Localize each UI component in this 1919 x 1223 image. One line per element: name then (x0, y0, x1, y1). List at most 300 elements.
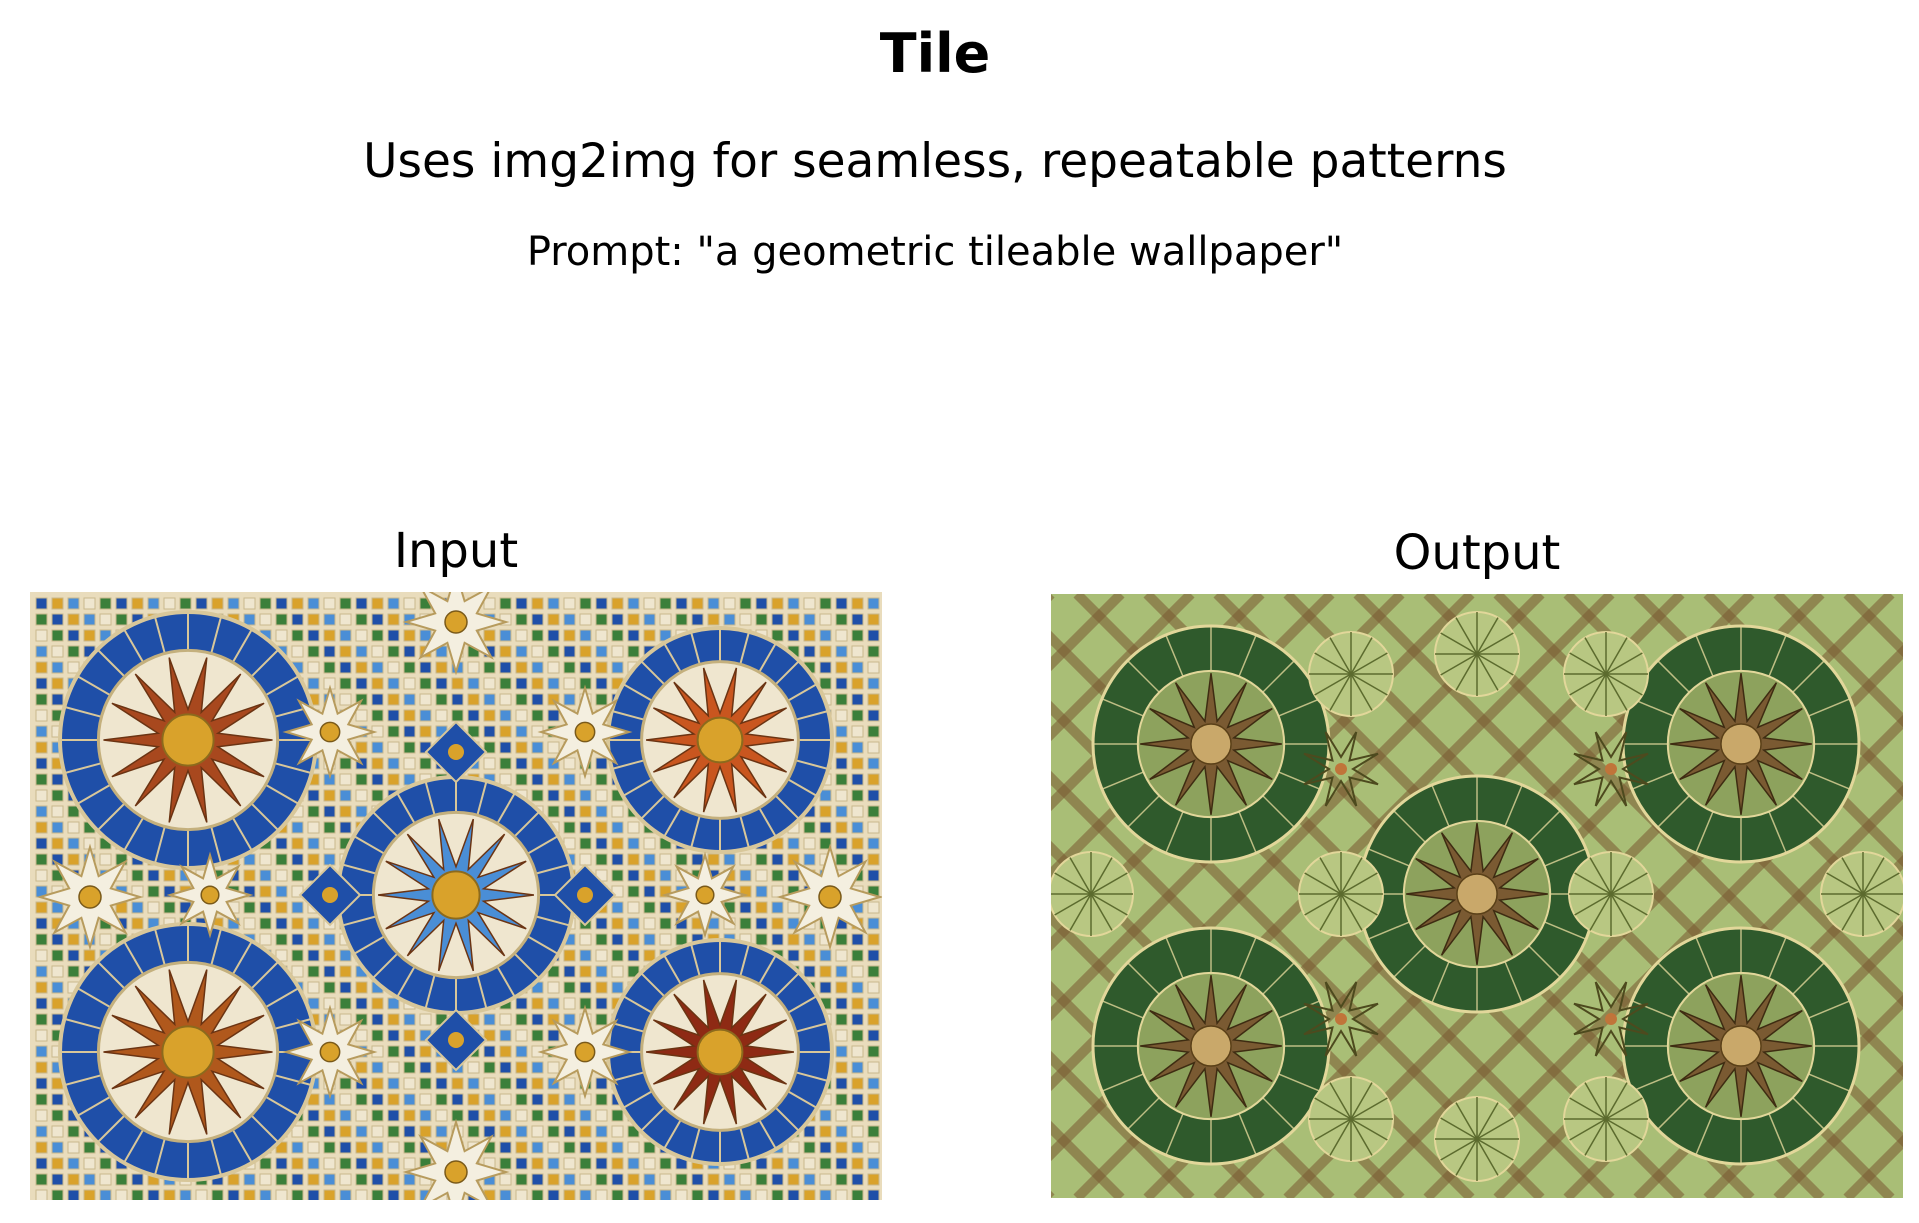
mosaic-tessera (532, 1174, 543, 1185)
mosaic-tessera (276, 1190, 287, 1200)
mosaic-tessera (644, 1190, 655, 1200)
mosaic-tessera (772, 1158, 783, 1169)
mosaic-tessera (580, 790, 591, 801)
mosaic-tessera (452, 1094, 463, 1105)
mosaic-tessera (324, 1174, 335, 1185)
mosaic-tessera (836, 630, 847, 641)
mosaic-tessera (628, 1174, 639, 1185)
mosaic-tessera (324, 790, 335, 801)
mosaic-tessera (116, 1174, 127, 1185)
mosaic-tessera (52, 1174, 63, 1185)
mosaic-tessera (484, 1046, 495, 1057)
mosaic-tessera (580, 614, 591, 625)
mosaic-tessera (36, 902, 47, 913)
mosaic-tessera (196, 598, 207, 609)
mosaic-tessera (372, 790, 383, 801)
mosaic-tessera (196, 1190, 207, 1200)
mosaic-tessera (36, 1030, 47, 1041)
mosaic-tessera (852, 598, 863, 609)
mosaic-tessera (340, 790, 351, 801)
mosaic-tessera (676, 1174, 687, 1185)
mosaic-tessera (836, 1190, 847, 1200)
mosaic-tessera (548, 982, 559, 993)
mosaic-tessera (356, 662, 367, 673)
mosaic-tessera (324, 662, 335, 673)
mosaic-tessera (308, 1110, 319, 1121)
mosaic-tessera (420, 726, 431, 737)
mosaic-tessera (820, 614, 831, 625)
mosaic-tessera (36, 598, 47, 609)
mosaic-tessera (532, 1078, 543, 1089)
mosaic-tessera (820, 1142, 831, 1153)
mosaic-tessera (548, 806, 559, 817)
mosaic-tessera (308, 1142, 319, 1153)
mosaic-tessera (868, 934, 879, 945)
mosaic-tessera (852, 710, 863, 721)
mosaic-tessera (420, 1110, 431, 1121)
mosaic-tessera (308, 1158, 319, 1169)
mosaic-tessera (52, 1094, 63, 1105)
mosaic-tessera (532, 1158, 543, 1169)
mosaic-tessera (868, 790, 879, 801)
mosaic-tessera (820, 1110, 831, 1121)
mosaic-tessera (308, 806, 319, 817)
mosaic-tessera (500, 1030, 511, 1041)
mosaic-tessera (276, 598, 287, 609)
mosaic-tessera (868, 694, 879, 705)
tile-star-dot (1335, 763, 1347, 775)
mosaic-tessera (644, 1158, 655, 1169)
mosaic-tessera (164, 870, 175, 881)
mosaic-tessera (868, 1062, 879, 1073)
mosaic-tessera (836, 758, 847, 769)
mosaic-tessera (292, 838, 303, 849)
mosaic-tessera (372, 1030, 383, 1041)
mosaic-tessera (596, 1126, 607, 1137)
mosaic-tessera (516, 1110, 527, 1121)
mosaic-tessera (772, 614, 783, 625)
mosaic-tessera (292, 1142, 303, 1153)
mosaic-tessera (836, 710, 847, 721)
mosaic-tessera (772, 1190, 783, 1200)
input-image (30, 592, 882, 1200)
mosaic-tessera (324, 1190, 335, 1200)
mosaic-tessera (580, 838, 591, 849)
mosaic-tessera (244, 598, 255, 609)
mosaic-tessera (548, 614, 559, 625)
mosaic-tessera (404, 1078, 415, 1089)
mosaic-tessera (36, 710, 47, 721)
mosaic-tessera (548, 646, 559, 657)
mosaic-tessera (36, 1142, 47, 1153)
mosaic-tessera (36, 934, 47, 945)
mosaic-tessera (852, 998, 863, 1009)
figure-subtitle: Uses img2img for seamless, repeatable patterns (363, 134, 1507, 189)
mosaic-tessera (308, 614, 319, 625)
mosaic-tessera (820, 678, 831, 689)
mosaic-tessera (612, 854, 623, 865)
mosaic-tessera (404, 598, 415, 609)
mosaic-tessera (132, 1174, 143, 1185)
mosaic-tessera (532, 1062, 543, 1073)
mosaic-tessera (596, 950, 607, 961)
mosaic-tessera (628, 950, 639, 961)
mosaic-tessera (612, 1174, 623, 1185)
mosaic-tessera (868, 758, 879, 769)
mosaic-tessera (772, 934, 783, 945)
mosaic-tessera (596, 1174, 607, 1185)
mosaic-tessera (868, 1014, 879, 1025)
mosaic-tessera (564, 966, 575, 977)
mosaic-tessera (420, 1046, 431, 1057)
mosaic-tessera (500, 1174, 511, 1185)
mosaic-tessera (596, 790, 607, 801)
mosaic-tessera (836, 950, 847, 961)
mosaic-tessera (676, 854, 687, 865)
mosaic-tessera (388, 1142, 399, 1153)
mosaic-tessera (324, 806, 335, 817)
mosaic-tessera (340, 678, 351, 689)
mosaic-tessera (852, 1078, 863, 1089)
mosaic-tessera (420, 1062, 431, 1073)
mosaic-tessera (340, 1110, 351, 1121)
mosaic-tessera (596, 1110, 607, 1121)
mosaic-tessera (612, 614, 623, 625)
mosaic-tessera (36, 1094, 47, 1105)
mosaic-tessera (644, 614, 655, 625)
mosaic-tessera (516, 710, 527, 721)
mosaic-tessera (628, 918, 639, 929)
mosaic-tessera (628, 1158, 639, 1169)
mosaic-tessera (836, 1030, 847, 1041)
mosaic-tessera (772, 886, 783, 897)
mosaic-tessera (484, 1094, 495, 1105)
mosaic-tessera (324, 646, 335, 657)
mosaic-tessera (836, 742, 847, 753)
mosaic-tessera (308, 598, 319, 609)
mosaic-tessera (644, 870, 655, 881)
mosaic-tessera (260, 918, 271, 929)
mosaic-tessera (372, 598, 383, 609)
figure-title: Tile (879, 22, 991, 85)
mosaic-tessera (612, 630, 623, 641)
mosaic-tessera (308, 678, 319, 689)
mosaic-tessera (372, 1158, 383, 1169)
mosaic-tessera (372, 1142, 383, 1153)
mosaic-tessera (612, 1158, 623, 1169)
mosaic-tessera (68, 854, 79, 865)
mosaic-tessera (612, 966, 623, 977)
mosaic-tessera (500, 1094, 511, 1105)
mosaic-tessera (772, 918, 783, 929)
mosaic-tessera (596, 630, 607, 641)
mosaic-tessera (52, 614, 63, 625)
tile-center (1191, 724, 1231, 764)
mosaic-tessera (356, 1062, 367, 1073)
mosaic-tessera (548, 790, 559, 801)
mosaic-tessera (132, 902, 143, 913)
mosaic-tessera (36, 950, 47, 961)
mosaic-tessera (388, 1062, 399, 1073)
mosaic-tessera (756, 934, 767, 945)
mosaic-tessera (436, 1078, 447, 1089)
mosaic-tessera (292, 598, 303, 609)
mosaic-tessera (724, 598, 735, 609)
mosaic-tessera (564, 598, 575, 609)
mosaic-tessera (180, 1190, 191, 1200)
mosaic-tessera (596, 1158, 607, 1169)
mosaic-tessera (324, 614, 335, 625)
mosaic-tessera (148, 1190, 159, 1200)
mosaic-tessera (836, 838, 847, 849)
mosaic-tessera (468, 694, 479, 705)
mosaic-tessera (596, 1094, 607, 1105)
mosaic-tessera (340, 982, 351, 993)
mosaic-tessera (404, 726, 415, 737)
mosaic-tessera (388, 646, 399, 657)
mosaic-tessera (708, 614, 719, 625)
mosaic-tessera (740, 854, 751, 865)
mosaic-tessera (388, 726, 399, 737)
mosaic-tessera (340, 1158, 351, 1169)
mosaic-tessera (372, 1174, 383, 1185)
mosaic-tessera (484, 678, 495, 689)
mosaic-tessera (596, 998, 607, 1009)
mosaic-tessera (420, 710, 431, 721)
mosaic-tessera (564, 630, 575, 641)
mosaic-tessera (372, 662, 383, 673)
mosaic-tessera (788, 630, 799, 641)
mosaic-tessera (356, 646, 367, 657)
mosaic-tessera (100, 934, 111, 945)
mosaic-tessera (500, 1190, 511, 1200)
mosaic-tessera (516, 1046, 527, 1057)
mosaic-tessera (596, 678, 607, 689)
mosaic-tessera (852, 758, 863, 769)
flower-center (575, 722, 594, 741)
mosaic-tessera (868, 870, 879, 881)
mosaic-tessera (484, 1014, 495, 1025)
mosaic-tessera (84, 598, 95, 609)
mosaic-tessera (68, 598, 79, 609)
mosaic-tessera (532, 694, 543, 705)
mosaic-tessera (388, 1110, 399, 1121)
mosaic-tessera (36, 1158, 47, 1169)
mosaic-tessera (596, 822, 607, 833)
mosaic-tessera (372, 998, 383, 1009)
mosaic-tessera (740, 918, 751, 929)
mosaic-tessera (420, 694, 431, 705)
mosaic-tessera (308, 950, 319, 961)
mosaic-tessera (340, 1190, 351, 1200)
mosaic-tessera (612, 934, 623, 945)
mosaic-tessera (628, 934, 639, 945)
mosaic-tessera (740, 1174, 751, 1185)
mosaic-tessera (36, 918, 47, 929)
mosaic-tessera (868, 630, 879, 641)
mosaic-tessera (164, 1190, 175, 1200)
mosaic-tessera (868, 982, 879, 993)
mosaic-tessera (356, 806, 367, 817)
mosaic-tessera (868, 806, 879, 817)
mosaic-tessera (308, 662, 319, 673)
mosaic-tessera (724, 1190, 735, 1200)
mosaic-tessera (820, 950, 831, 961)
mosaic-tessera (164, 598, 175, 609)
mosaic-tessera (820, 822, 831, 833)
mosaic-tessera (372, 678, 383, 689)
mosaic-tessera (724, 854, 735, 865)
mosaic-tessera (564, 1126, 575, 1137)
mosaic-tessera (516, 1062, 527, 1073)
mosaic-tessera (516, 662, 527, 673)
mosaic-tessera (276, 1174, 287, 1185)
mosaic-tessera (836, 614, 847, 625)
mosaic-tessera (404, 1174, 415, 1185)
mosaic-tessera (868, 1142, 879, 1153)
mosaic-tessera (660, 1190, 671, 1200)
mosaic-tessera (548, 1142, 559, 1153)
mosaic-tessera (724, 614, 735, 625)
mosaic-tessera (52, 934, 63, 945)
mosaic-tessera (244, 1190, 255, 1200)
mosaic-tessera (324, 934, 335, 945)
mosaic-tessera (580, 598, 591, 609)
mosaic-tessera (836, 678, 847, 689)
mosaic-tessera (308, 790, 319, 801)
mosaic-tessera (372, 694, 383, 705)
mosaic-tessera (36, 998, 47, 1009)
mosaic-tessera (820, 806, 831, 817)
mosaic-tessera (868, 742, 879, 753)
mosaic-tessera (420, 662, 431, 673)
mosaic-tessera (500, 742, 511, 753)
mosaic-tessera (548, 598, 559, 609)
mosaic-tessera (372, 1110, 383, 1121)
mosaic-tessera (356, 998, 367, 1009)
mosaic-tessera (116, 614, 127, 625)
mosaic-tessera (484, 630, 495, 641)
mosaic-tessera (612, 1190, 623, 1200)
diamond-dot (577, 887, 593, 903)
mosaic-tessera (868, 838, 879, 849)
mosaic-tessera (628, 1142, 639, 1153)
mosaic-tessera (308, 1190, 319, 1200)
mosaic-tessera (852, 822, 863, 833)
mosaic-tessera (468, 678, 479, 689)
mosaic-tessera (36, 982, 47, 993)
mosaic-tessera (436, 1110, 447, 1121)
mosaic-tessera (644, 902, 655, 913)
mosaic-tessera (148, 886, 159, 897)
mosaic-tessera (404, 1142, 415, 1153)
mosaic-tessera (324, 950, 335, 961)
mosaic-tessera (388, 758, 399, 769)
mosaic-tessera (308, 646, 319, 657)
mosaic-tessera (820, 598, 831, 609)
mosaic-tessera (852, 1174, 863, 1185)
mosaic-tessera (340, 1078, 351, 1089)
mosaic-tessera (564, 806, 575, 817)
mosaic-tessera (836, 1014, 847, 1025)
mosaic-tessera (372, 1126, 383, 1137)
mosaic-tessera (404, 710, 415, 721)
mosaic-tessera (596, 598, 607, 609)
mosaic-tessera (772, 630, 783, 641)
mosaic-tessera (388, 678, 399, 689)
mosaic-tessera (564, 1174, 575, 1185)
mosaic-tessera (868, 614, 879, 625)
mosaic-tessera (324, 598, 335, 609)
mosaic-tessera (548, 662, 559, 673)
medallion-center (698, 718, 743, 763)
mosaic-tessera (484, 662, 495, 673)
tile-star-dot (1605, 1013, 1617, 1025)
mosaic-tessera (852, 1094, 863, 1105)
mosaic-tessera (596, 1078, 607, 1089)
mosaic-tessera (308, 918, 319, 929)
mosaic-tessera (36, 1174, 47, 1185)
mosaic-tessera (564, 822, 575, 833)
mosaic-tessera (36, 854, 47, 865)
mosaic-tessera (292, 918, 303, 929)
mosaic-tessera (852, 1014, 863, 1025)
mosaic-tessera (356, 1110, 367, 1121)
mosaic-tessera (820, 790, 831, 801)
mosaic-tessera (852, 966, 863, 977)
mosaic-tessera (788, 598, 799, 609)
mosaic-tessera (356, 630, 367, 641)
mosaic-tessera (388, 598, 399, 609)
mosaic-tessera (324, 1142, 335, 1153)
mosaic-tessera (484, 1126, 495, 1137)
mosaic-tessera (628, 1190, 639, 1200)
mosaic-tessera (404, 742, 415, 753)
mosaic-tessera (612, 662, 623, 673)
mosaic-tessera (580, 950, 591, 961)
mosaic-tessera (324, 822, 335, 833)
mosaic-tessera (660, 902, 671, 913)
mosaic-tessera (852, 1190, 863, 1200)
mosaic-tessera (340, 1142, 351, 1153)
mosaic-tessera (852, 742, 863, 753)
mosaic-tessera (292, 870, 303, 881)
mosaic-tessera (388, 1094, 399, 1105)
mosaic-tessera (676, 934, 687, 945)
mosaic-tessera (36, 1046, 47, 1057)
mosaic-tessera (500, 758, 511, 769)
mosaic-tessera (100, 614, 111, 625)
mosaic-tessera (52, 998, 63, 1009)
mosaic-tessera (628, 614, 639, 625)
mosaic-tessera (868, 774, 879, 785)
mosaic-tessera (340, 630, 351, 641)
mosaic-tessera (484, 758, 495, 769)
mosaic-tessera (404, 1046, 415, 1057)
mosaic-tessera (52, 662, 63, 673)
mosaic-tessera (644, 854, 655, 865)
mosaic-tessera (548, 998, 559, 1009)
mosaic-tessera (324, 630, 335, 641)
mosaic-tessera (804, 630, 815, 641)
mosaic-tessera (820, 1174, 831, 1185)
mosaic-tessera (580, 1158, 591, 1169)
mosaic-tessera (596, 758, 607, 769)
mosaic-tessera (868, 1174, 879, 1185)
mosaic-tessera (836, 854, 847, 865)
mosaic-tessera (660, 918, 671, 929)
mosaic-tessera (628, 598, 639, 609)
